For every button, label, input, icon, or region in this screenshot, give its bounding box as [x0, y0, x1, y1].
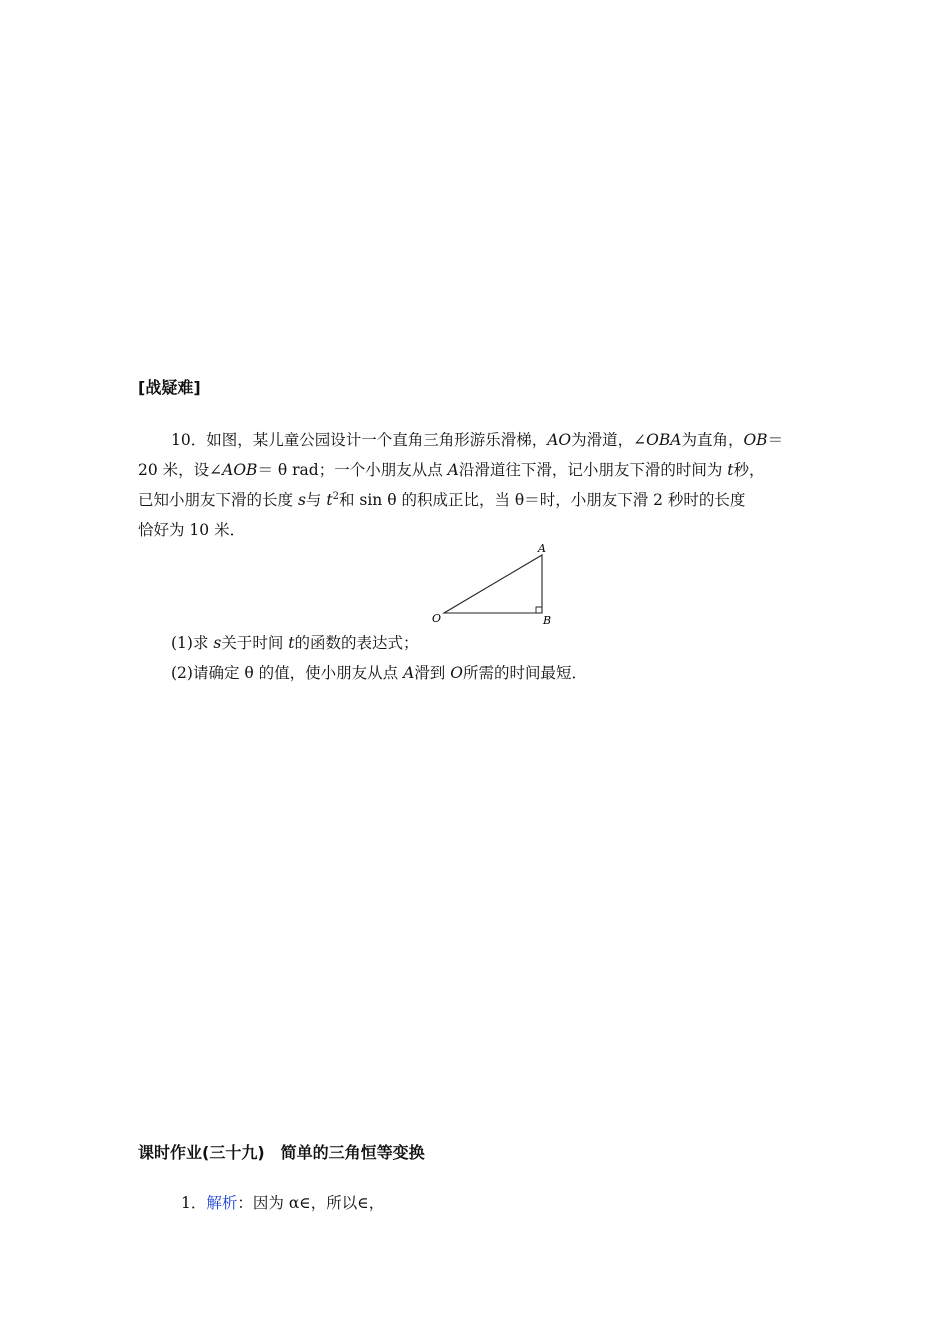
- question-2: (2)请确定 θ 的值，使小朋友从点 A滑到 O所需的时间最短．: [171, 664, 587, 682]
- problem-10-line-1: 10．如图，某儿童公园设计一个直角三角形游乐滑梯，AO为滑道，∠OBA为直角，OB＝: [171, 431, 784, 449]
- problem-10: [138, 425, 783, 545]
- problem-10-line-3: 已知小朋友下滑的长度 s与 $t^2$和 sin θ 的积成正比，当 θ＝时，小朋友下滑 2 秒时的长度: [138, 491, 746, 509]
- problem-10-line-4: 恰好为 10 米．: [138, 521, 246, 539]
- section-heading: [战疑难]: [138, 378, 201, 397]
- question-1: (1)求 s关于时间 t的函数的表达式；: [171, 634, 419, 652]
- analysis-label: 解析: [206, 1194, 238, 1212]
- triangle-shape: [444, 555, 542, 613]
- right-angle-mark: [536, 607, 542, 613]
- homework-title: 课时作业(三十九) 简单的三角恒等变换: [138, 1143, 425, 1162]
- label-a: A: [538, 542, 546, 555]
- problem-10-line-2: 20 米，设∠AOB＝ θ rad；一个小朋友从点 A沿滑道往下滑，记小朋友下滑的时间为 t秒，: [138, 461, 765, 479]
- answer-1: 1．解析：因为 α∈，所以∈，: [181, 1194, 385, 1212]
- label-b: B: [543, 614, 552, 627]
- triangle-figure: [420, 538, 560, 630]
- sub-questions: [171, 628, 587, 688]
- label-o: O: [432, 612, 442, 625]
